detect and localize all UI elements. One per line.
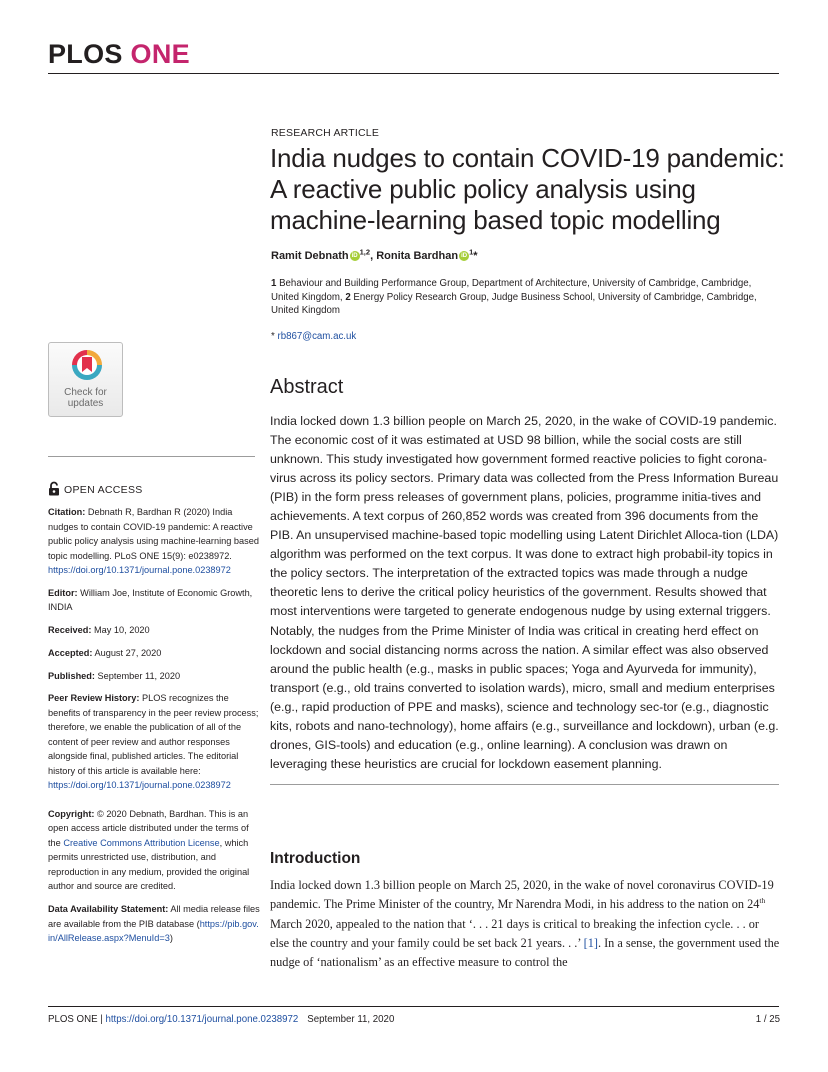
editor-block xyxy=(48,586,260,615)
author-name[interactable]: Ronita Bardhan xyxy=(376,250,459,262)
introduction-text xyxy=(270,876,780,972)
corresponding-star: * xyxy=(473,250,478,262)
published-block xyxy=(48,669,260,684)
crossmark-icon xyxy=(71,349,103,381)
abstract-divider xyxy=(270,784,779,785)
author-separator: , xyxy=(370,250,377,262)
crossmark-line: updates xyxy=(67,398,104,409)
peer-review-label: Peer Review History: xyxy=(48,693,140,704)
author-list xyxy=(271,247,478,262)
data-availability-end: ) xyxy=(169,933,173,944)
affil-text: Energy Policy Research Group, Judge Business School, University of Cambridge, Cambridge, United Kingdom xyxy=(271,291,757,317)
editor-text: William Joe, Institute of Economic Growth, INDIA xyxy=(48,587,253,613)
citation-block xyxy=(48,505,260,578)
accepted-label: Accepted: xyxy=(48,647,93,658)
footer-rule xyxy=(48,1006,779,1007)
affil-number: 1 xyxy=(271,278,277,289)
footer-date: September 11, 2020 xyxy=(307,1014,395,1025)
footer-journal: PLOS ONE xyxy=(48,1014,98,1025)
journal-logo[interactable] xyxy=(48,38,190,70)
published-date: September 11, 2020 xyxy=(94,670,181,681)
accepted-date: August 27, 2020 xyxy=(92,647,162,658)
correspondence xyxy=(271,331,356,342)
data-availability-block xyxy=(48,902,260,946)
editor-label: Editor: xyxy=(48,587,78,598)
pib-link[interactable]: https://pib.gov.in/AllRelease.aspx?MenuId=3 xyxy=(48,918,259,944)
footer-doi-link[interactable]: https://doi.org/10.1371/journal.pone.0238972 xyxy=(105,1014,299,1025)
data-availability-text: All media release files are available from the PIB database ( xyxy=(48,904,260,929)
orcid-icon[interactable]: iD xyxy=(351,253,358,260)
peer-review-link[interactable]: https://doi.org/10.1371/journal.pone.0238972 xyxy=(48,780,231,791)
citation-text: Debnath R, Bardhan R (2020) India nudges to contain COVID-19 pandemic: A reactive public policy analysis using machine-learning based topic modelling. PLoS ONE 15(9): e0238972. xyxy=(48,507,259,561)
affiliations xyxy=(271,277,771,318)
received-label: Received: xyxy=(48,625,92,636)
copyright-block xyxy=(48,807,260,894)
open-access-text: OPEN ACCESS xyxy=(64,484,143,496)
article-type: RESEARCH ARTICLE xyxy=(271,127,380,139)
data-availability-label: Data Availability Statement: xyxy=(48,904,169,915)
page-number: 1 / 25 xyxy=(755,1014,780,1025)
intro-superscript: th xyxy=(759,896,766,906)
peer-review-block xyxy=(48,691,260,793)
introduction-heading: Introduction xyxy=(270,850,361,867)
correspondence-prefix: * xyxy=(271,331,278,342)
logo-plos: PLOS xyxy=(48,39,123,69)
article-info-sidebar xyxy=(48,505,260,954)
orcid-icon[interactable]: iD xyxy=(461,253,468,260)
reference-link[interactable]: [1] xyxy=(583,935,598,950)
logo-one: ONE xyxy=(130,39,190,69)
abstract-text: India locked down 1.3 billion people on March 25, 2020, in the wake of COVID-19 pandemic. The economic cost of it was estimated at USD 98 billion, while the social costs are still unknown. This study investigated how government formed reactive policies to fight corona-virus across its policy sectors. Primary data was collected from the Press Information Bureau (PIB) in the form press releases of government plans, policies, programme initia-tives and achievements. A text corpus of 260,852 words was created from 396 documents from the PIB. An unsupervised machine-based topic modelling using Latent Dirichlet Alloca-tion (LDA) algorithm was performed on the text corpus. It was done to extract high probabil-ity topics in the policy sectors. The interpretation of the extracted topics was made through a nudge theoretic lens to derive the critical policy heuristics of the government. Results showed that most interventions were targeted to generate endogenous nudge by using external triggers. Notably, the nudges from the Prime Minister of India was critical in creating herd effect on lockdown and social distancing norms across the nation. A similar effect was also observed around the public health (e.g., masks in public spaces; Yoga and Ayurveda for immunity), transport (e.g., old trains converted to isolation wards), micro, small and medium enterprises (e.g., rapid production of PPE and masks), science and technology sec-tor (e.g., diagnostic kits, robots and nano-technology), home affairs (e.g., surveillance and lockdown), urban (e.g. drones, GIS-tools) and education (e.g., online learning). A conclusion was drawn on leveraging these heuristics are crucial for lockdown easement planning. xyxy=(270,414,779,771)
copyright-text: , which permits unrestricted use, distribution, and reproduction in any medium, provided the original author and source are credited. xyxy=(48,837,250,892)
abstract-heading: Abstract xyxy=(270,376,344,398)
published-label: Published: xyxy=(48,670,95,681)
affil-text: Behaviour and Building Performance Group, Department of Architecture, University of Cambridge, Cambridge, United Kingdom, xyxy=(271,278,752,303)
copyright-label: Copyright: xyxy=(48,808,95,819)
article-title: India nudges to contain COVID-19 pandemic: A reactive public policy analysis using machine-learning based topic modelling xyxy=(270,143,785,235)
accepted-block xyxy=(48,646,260,661)
intro-text-part: . In a sense, the government used the nudge of ‘nationalism’ as an effective measure to control the xyxy=(270,935,780,970)
peer-review-text: PLOS recognizes the benefits of transparency in the peer review process; therefore, we enable the publication of all of the content of peer review and author responses alongside final, published articles. The editorial history of this article is available here: xyxy=(48,693,259,776)
citation-label: Citation: xyxy=(48,507,86,517)
author-name[interactable]: Ramit Debnath xyxy=(271,250,349,262)
author-affil-sup: 1 xyxy=(469,247,474,257)
intro-text-part: India locked down 1.3 billion people on March 25, 2020, in the wake of novel coronavirus COVID-19 pandemic. The Prime Minister of the country, Mr Narendra Modi, in his address to the nation on 24 xyxy=(270,878,774,912)
received-date: May 10, 2020 xyxy=(91,625,150,636)
footer-citation xyxy=(48,1014,394,1025)
copyright-text: © 2020 Debnath, Bardhan. This is an open access article distributed under the terms of the xyxy=(48,808,249,848)
email-link[interactable]: rb867@cam.ac.uk xyxy=(277,331,357,342)
check-for-updates-badge[interactable] xyxy=(48,342,123,417)
crossmark-label xyxy=(49,387,122,409)
crossmark-line: Check for xyxy=(64,387,107,398)
sidebar-divider xyxy=(48,456,255,457)
open-access-label xyxy=(48,481,143,496)
received-block xyxy=(48,623,260,638)
author-affil-sup: 1,2 xyxy=(359,247,371,257)
citation-doi-link[interactable]: https://doi.org/10.1371/journal.pone.0238972 xyxy=(48,565,231,575)
license-link[interactable]: Creative Commons Attribution License xyxy=(63,837,220,848)
footer-separator: | xyxy=(97,1014,106,1025)
header-rule xyxy=(48,73,779,74)
intro-text-part: March 2020, appealed to the nation that ‘. . . 21 days is critical to breaking the infection cycle. . . or else the country and your family could be set back 21 years. . .’ xyxy=(270,916,759,950)
affil-number: 2 xyxy=(345,291,351,303)
open-lock-icon xyxy=(48,481,60,496)
